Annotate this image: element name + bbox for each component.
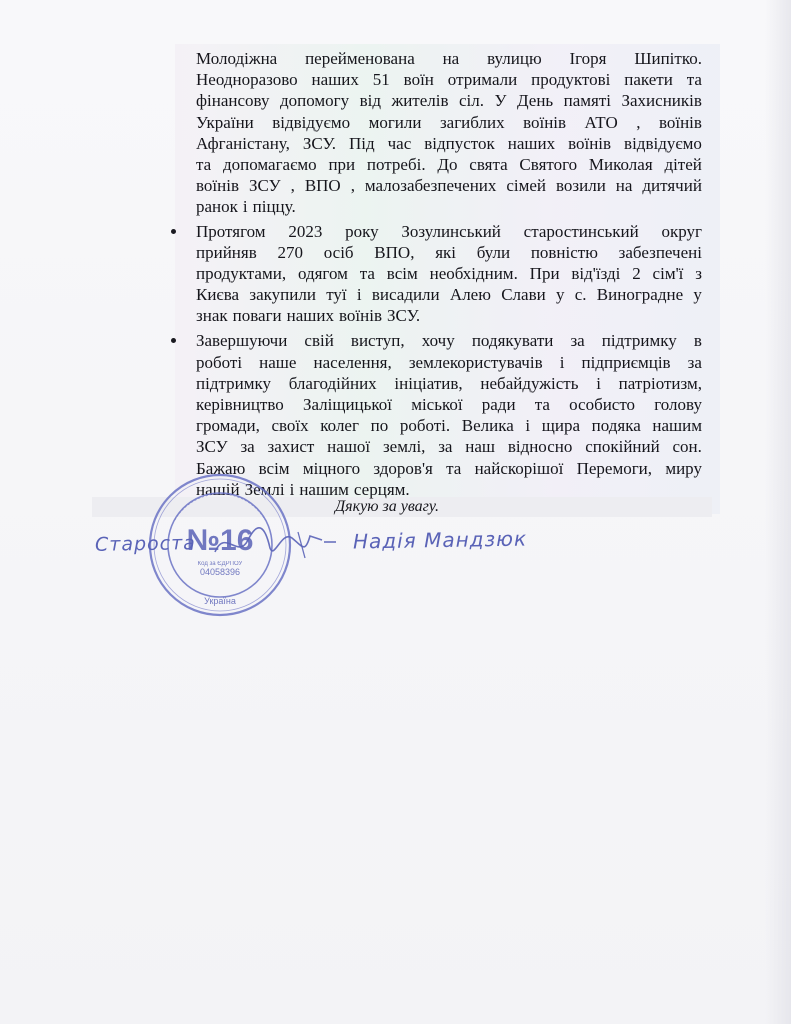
word: всім [386, 263, 418, 283]
word: всім [258, 458, 290, 478]
word: підтримку [196, 373, 271, 393]
word: по [370, 416, 389, 436]
stamp-code-label: Код за ЄДРПОУ [197, 561, 243, 567]
word: Під [348, 133, 375, 153]
word: ВПО, [374, 242, 415, 262]
word: одягом [297, 263, 348, 283]
word: , [290, 176, 295, 196]
word: возили [556, 176, 606, 196]
word: старостинський [523, 221, 639, 241]
word: сіл. [458, 91, 484, 111]
word: подяка [591, 416, 641, 436]
word: і [289, 479, 295, 499]
word: фінансову [196, 91, 270, 111]
word: міської [411, 395, 463, 414]
word: наш [465, 437, 496, 457]
word: 51 [372, 70, 390, 90]
word: від [359, 91, 381, 111]
word: Києва [196, 285, 240, 305]
word: найскорішої [474, 458, 564, 478]
word: ранок [196, 197, 238, 217]
word: патріотизм, [618, 373, 702, 393]
word: на [442, 49, 460, 68]
word: миру [665, 458, 702, 478]
word: землі, [382, 437, 426, 457]
word: небайдужість [480, 373, 579, 393]
word: захист [267, 437, 315, 457]
word: Землі [244, 479, 285, 499]
word: своїх [271, 416, 309, 436]
word: допомогу [279, 91, 350, 111]
word: памяті [563, 91, 612, 111]
thanks-line: Дякую за увагу. [335, 498, 439, 515]
word: здоров'я [373, 458, 433, 478]
text-line [196, 69, 702, 90]
text-line [196, 154, 702, 175]
word: населення, [313, 352, 392, 372]
word: ЗСУ. [302, 133, 336, 153]
word: хочу [421, 331, 455, 351]
word: за [570, 331, 585, 351]
word: землекористувачів [408, 352, 543, 372]
word: Завершуючи [196, 331, 288, 351]
word: День [516, 91, 554, 111]
word: АТО [584, 112, 618, 132]
scan-edge-shadow [765, 0, 791, 1024]
word: ЗСУ. [386, 306, 421, 326]
word: знак [196, 306, 228, 326]
intro-paragraph [170, 48, 702, 218]
word: наших [311, 70, 359, 90]
word: малозабезпечених [364, 176, 497, 196]
word: Шипітко. [634, 49, 702, 68]
word: ВПО [304, 176, 341, 196]
word: ради [481, 395, 516, 414]
word: були [476, 242, 511, 262]
word: роботі. [399, 416, 451, 436]
word: за [240, 437, 255, 457]
word: воїн [403, 70, 434, 90]
word: пакети [624, 70, 673, 90]
word: та [686, 70, 702, 90]
word: висадили [371, 285, 440, 305]
word: і [596, 373, 601, 393]
text-line [196, 133, 702, 154]
word: на [615, 176, 633, 196]
word: підтримку [601, 331, 677, 351]
word: і [525, 416, 531, 436]
word: час [387, 133, 412, 153]
word: ЗСУ [248, 176, 281, 196]
word: роботі [196, 352, 243, 372]
word: і [559, 352, 565, 372]
word: колег [320, 416, 359, 436]
word: забезпечені [618, 242, 702, 262]
word: у [555, 285, 565, 305]
word: за [438, 437, 453, 457]
text-line [196, 242, 702, 263]
text-line [196, 436, 702, 457]
word: наших [507, 133, 556, 153]
word: та [196, 154, 212, 174]
word: і [356, 285, 362, 305]
word: дитячий [642, 176, 702, 196]
word: наше [259, 352, 297, 372]
word: Заліщицької [302, 395, 393, 414]
signature-scribble-icon [210, 518, 340, 568]
word: України [196, 112, 254, 132]
bullet-item-2023 [170, 221, 702, 327]
word: року [345, 221, 379, 241]
word: Ігоря [569, 49, 607, 68]
word: Зозулинський [401, 221, 501, 241]
word: керівництво [196, 395, 284, 414]
word: від'їзді [571, 263, 621, 283]
word: Афганістану, [196, 133, 290, 153]
word: воїнів [568, 133, 612, 153]
text-line [196, 284, 702, 305]
word: нашої [327, 437, 371, 457]
word: допомагаємо [222, 154, 317, 174]
text-line [196, 221, 702, 242]
word: і [242, 197, 248, 217]
word: могили [368, 112, 422, 132]
word: свята [469, 154, 508, 174]
word: , [636, 112, 641, 132]
word: воїнів [523, 112, 567, 132]
word: перейменована [305, 49, 415, 68]
document-body [170, 48, 702, 500]
word: загиблих [439, 112, 505, 132]
bullet-icon [171, 229, 176, 234]
word: округ [661, 221, 702, 241]
word: наших [286, 306, 334, 326]
word: Алею [449, 285, 491, 305]
word: 270 [277, 242, 303, 262]
word: нашій [196, 479, 240, 499]
word: осіб [323, 242, 354, 262]
word: сім'ї [652, 263, 684, 283]
word: які [435, 242, 456, 262]
word: закупили [249, 285, 316, 305]
word: продуктові [531, 70, 611, 90]
signature-name: Надія Мандзюк [352, 526, 528, 554]
word: подякувати [471, 331, 554, 351]
word: особисто [569, 395, 636, 414]
word: при [328, 154, 356, 174]
word: відносно [507, 437, 573, 457]
word: Перемоги, [576, 458, 653, 478]
word: потребі. [366, 154, 426, 174]
word: ініціатив, [394, 373, 463, 393]
word: Слави [501, 285, 546, 305]
word: щира [541, 416, 581, 436]
word: воїнів [196, 176, 239, 196]
stamp-country: Україна [204, 596, 236, 606]
word: в [693, 331, 702, 351]
text-line [196, 175, 702, 196]
word: 2 [632, 263, 641, 283]
word: , [350, 176, 355, 196]
word: з [695, 263, 702, 283]
word: 2023 [288, 221, 323, 241]
word: Бажаю [196, 458, 246, 478]
word: та [534, 395, 550, 414]
word: Неодноразово [196, 70, 298, 90]
text-line [196, 112, 702, 133]
word: сон. [672, 437, 702, 457]
word: воїнів [339, 306, 382, 326]
word: повністю [530, 242, 598, 262]
text-line [196, 196, 702, 217]
word: У [494, 91, 507, 111]
word: При [529, 263, 560, 283]
word: До [437, 154, 458, 174]
word: Велика [461, 416, 514, 436]
bullet-icon [171, 338, 176, 343]
word: поваги [232, 306, 282, 326]
text-line [196, 263, 702, 284]
word: сімей [506, 176, 547, 196]
word: необхідним. [429, 263, 518, 283]
stamp-code: 04058396 [199, 567, 241, 577]
word: виступ, [350, 331, 405, 351]
word: нашим [652, 416, 702, 436]
word: громади, [196, 416, 260, 436]
text-line [196, 305, 702, 326]
word: дітей [664, 154, 702, 174]
word: воїнів [658, 112, 702, 132]
word: нашим [299, 479, 349, 499]
word: відвідуємо [624, 133, 702, 153]
word: відвідуємо [272, 112, 351, 132]
text-line [196, 415, 702, 436]
word: міцного [302, 458, 361, 478]
text-line [196, 90, 702, 111]
word: благодійних [288, 373, 377, 393]
word: піццу. [252, 197, 296, 217]
word: у [693, 285, 702, 305]
word: Виноградне [596, 285, 684, 305]
word: Захисників [621, 91, 702, 111]
word: спокійний [585, 437, 660, 457]
word: відпусток [424, 133, 495, 153]
text-line [196, 48, 702, 69]
word: Святого [519, 154, 578, 174]
word: продуктами, [196, 263, 287, 283]
word: та [446, 458, 462, 478]
text-line [196, 352, 702, 373]
word: отримали [447, 70, 518, 90]
word: прийняв [196, 242, 257, 262]
word: с. [574, 285, 587, 305]
word: вулицю [487, 49, 542, 68]
word: жителів [391, 91, 449, 111]
word: та [359, 263, 375, 283]
text-line [196, 330, 702, 351]
word: Миколая [588, 154, 653, 174]
word: туї [326, 285, 347, 305]
word: серцям. [353, 479, 410, 499]
word: ЗСУ [196, 437, 228, 457]
signature-role: Староста [94, 532, 197, 556]
text-line [196, 373, 702, 394]
stamp-number: №16 [186, 524, 254, 557]
word: Протягом [196, 221, 266, 241]
word: голову [654, 395, 702, 414]
word: Молодіжна [196, 49, 278, 68]
text-line [196, 394, 702, 415]
word: за [687, 352, 702, 372]
word: свій [304, 331, 334, 351]
word: підприємців [581, 352, 671, 372]
